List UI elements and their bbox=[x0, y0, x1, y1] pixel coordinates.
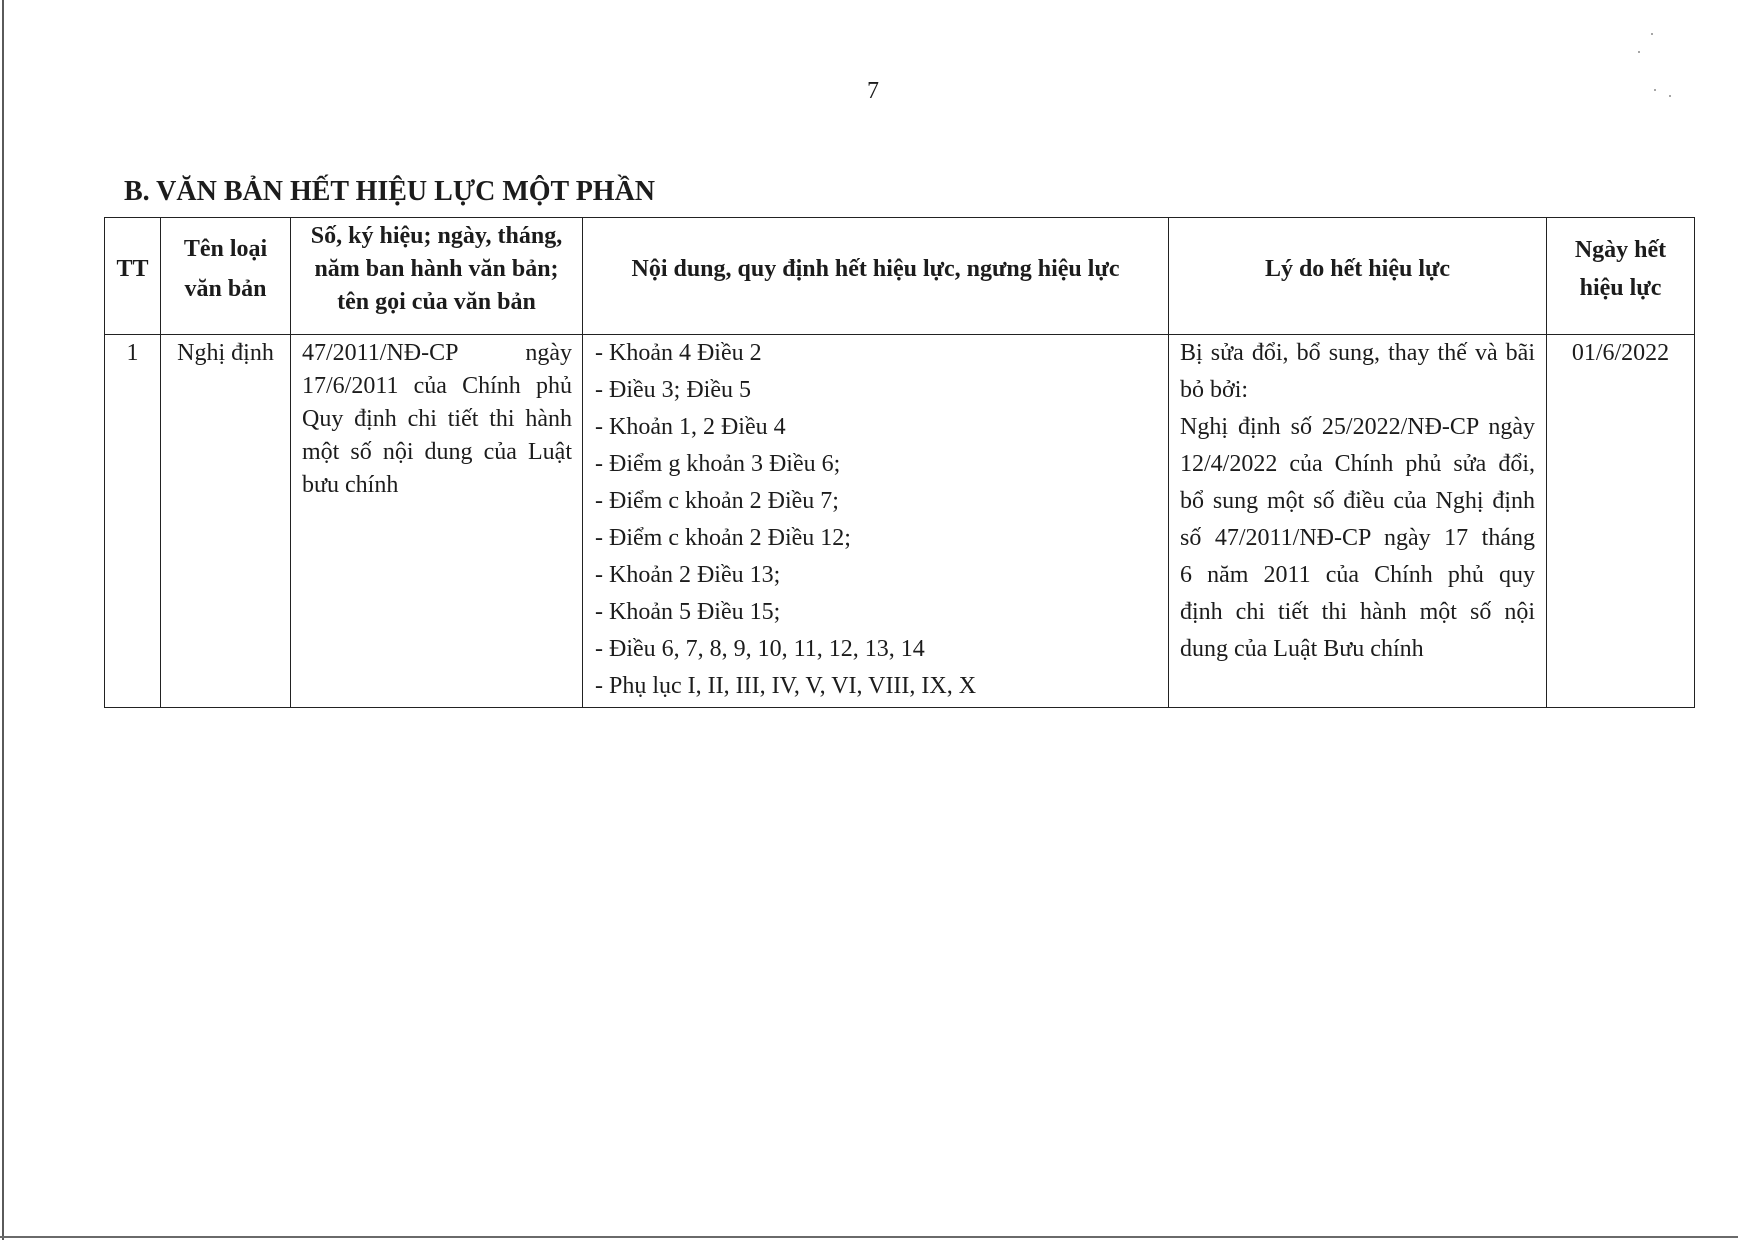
cell-doc-type: Nghị định bbox=[161, 335, 291, 708]
reason-line: 12/4/2022 của Chính phủ sửa đổi, bbox=[1180, 451, 1535, 477]
scan-speck bbox=[1654, 89, 1656, 91]
doc-ref-line: Quy định chi tiết thi hành bbox=[302, 406, 572, 432]
reason-line: định chi tiết thi hành một số nội bbox=[1180, 599, 1535, 625]
header-expiry-date-line: hiệu lực bbox=[1579, 275, 1662, 301]
expired-provision-item: - Điều 3; Điều 5 bbox=[595, 377, 751, 403]
scan-speck bbox=[1638, 51, 1640, 53]
section-title: B. VĂN BẢN HẾT HIỆU LỰC MỘT PHẦN bbox=[124, 176, 656, 207]
expired-provision-item: - Điều 6, 7, 8, 9, 10, 11, 12, 13, 14 bbox=[595, 636, 925, 662]
header-doc-type-line: văn bản bbox=[184, 276, 267, 302]
scan-edge-left bbox=[2, 0, 4, 1240]
header-doc-ref-line: tên gọi của văn bản bbox=[337, 288, 536, 315]
header-content: Nội dung, quy định hết hiệu lực, ngưng hiệu lực bbox=[583, 218, 1169, 335]
reason-line: Nghị định số 25/2022/NĐ-CP ngày bbox=[1180, 414, 1535, 440]
cell-expired-provisions bbox=[583, 335, 1169, 708]
expired-provision-item: - Điểm c khoản 2 Điều 7; bbox=[595, 488, 839, 514]
scan-edge-bottom bbox=[0, 1236, 1738, 1238]
scan-speck bbox=[1651, 33, 1653, 35]
header-reason: Lý do hết hiệu lực bbox=[1169, 218, 1547, 335]
cell-doc-ref bbox=[291, 335, 583, 708]
expired-provision-item: - Điểm g khoản 3 Điều 6; bbox=[595, 451, 841, 477]
reason-line: 6 năm 2011 của Chính phủ quy bbox=[1180, 562, 1535, 588]
header-tt: TT bbox=[105, 218, 161, 335]
header-doc-type bbox=[161, 218, 291, 335]
reason-line: bổ sung một số điều của Nghị định bbox=[1180, 488, 1535, 514]
expired-provision-item: - Khoản 4 Điều 2 bbox=[595, 340, 762, 366]
header-expiry-date-line: Ngày hết bbox=[1574, 237, 1667, 263]
header-expiry-date bbox=[1547, 218, 1695, 335]
header-doc-ref bbox=[291, 218, 583, 335]
reason-line: Bị sửa đổi, bổ sung, thay thế và bãi bbox=[1180, 340, 1535, 366]
table-row bbox=[105, 335, 1695, 708]
table-header-row bbox=[105, 218, 1695, 335]
header-doc-type-line: Tên loại bbox=[183, 236, 268, 262]
doc-ref-line: 47/2011/NĐ-CP ngày bbox=[302, 340, 572, 366]
expired-provision-item: - Khoản 1, 2 Điều 4 bbox=[595, 414, 786, 440]
scan-speck bbox=[1669, 95, 1671, 97]
reason-line: số 47/2011/NĐ-CP ngày 17 tháng bbox=[1180, 525, 1535, 551]
reason-line: bỏ bởi: bbox=[1180, 377, 1249, 403]
expired-provision-item: - Khoản 2 Điều 13; bbox=[595, 562, 781, 588]
header-doc-ref-line: Số, ký hiệu; ngày, tháng, bbox=[310, 222, 563, 249]
expired-provision-item: - Khoản 5 Điều 15; bbox=[595, 599, 781, 625]
expired-provision-item: - Phụ lục I, II, III, IV, V, VI, VIII, IX, X bbox=[595, 673, 977, 699]
cell-tt: 1 bbox=[105, 335, 161, 708]
cell-expiry-date: 01/6/2022 bbox=[1547, 335, 1695, 708]
reason-line: dung của Luật Bưu chính bbox=[1180, 636, 1424, 662]
doc-ref-line: bưu chính bbox=[302, 472, 399, 498]
expired-provision-item: - Điểm c khoản 2 Điều 12; bbox=[595, 525, 851, 551]
doc-ref-line: 17/6/2011 của Chính phủ bbox=[302, 373, 572, 399]
header-doc-ref-line: năm ban hành văn bản; bbox=[314, 255, 559, 282]
page-number: 7 bbox=[867, 78, 879, 104]
doc-ref-line: một số nội dung của Luật bbox=[302, 439, 572, 465]
cell-expiry-reason bbox=[1169, 335, 1547, 708]
partially-expired-documents-table bbox=[104, 217, 1695, 708]
